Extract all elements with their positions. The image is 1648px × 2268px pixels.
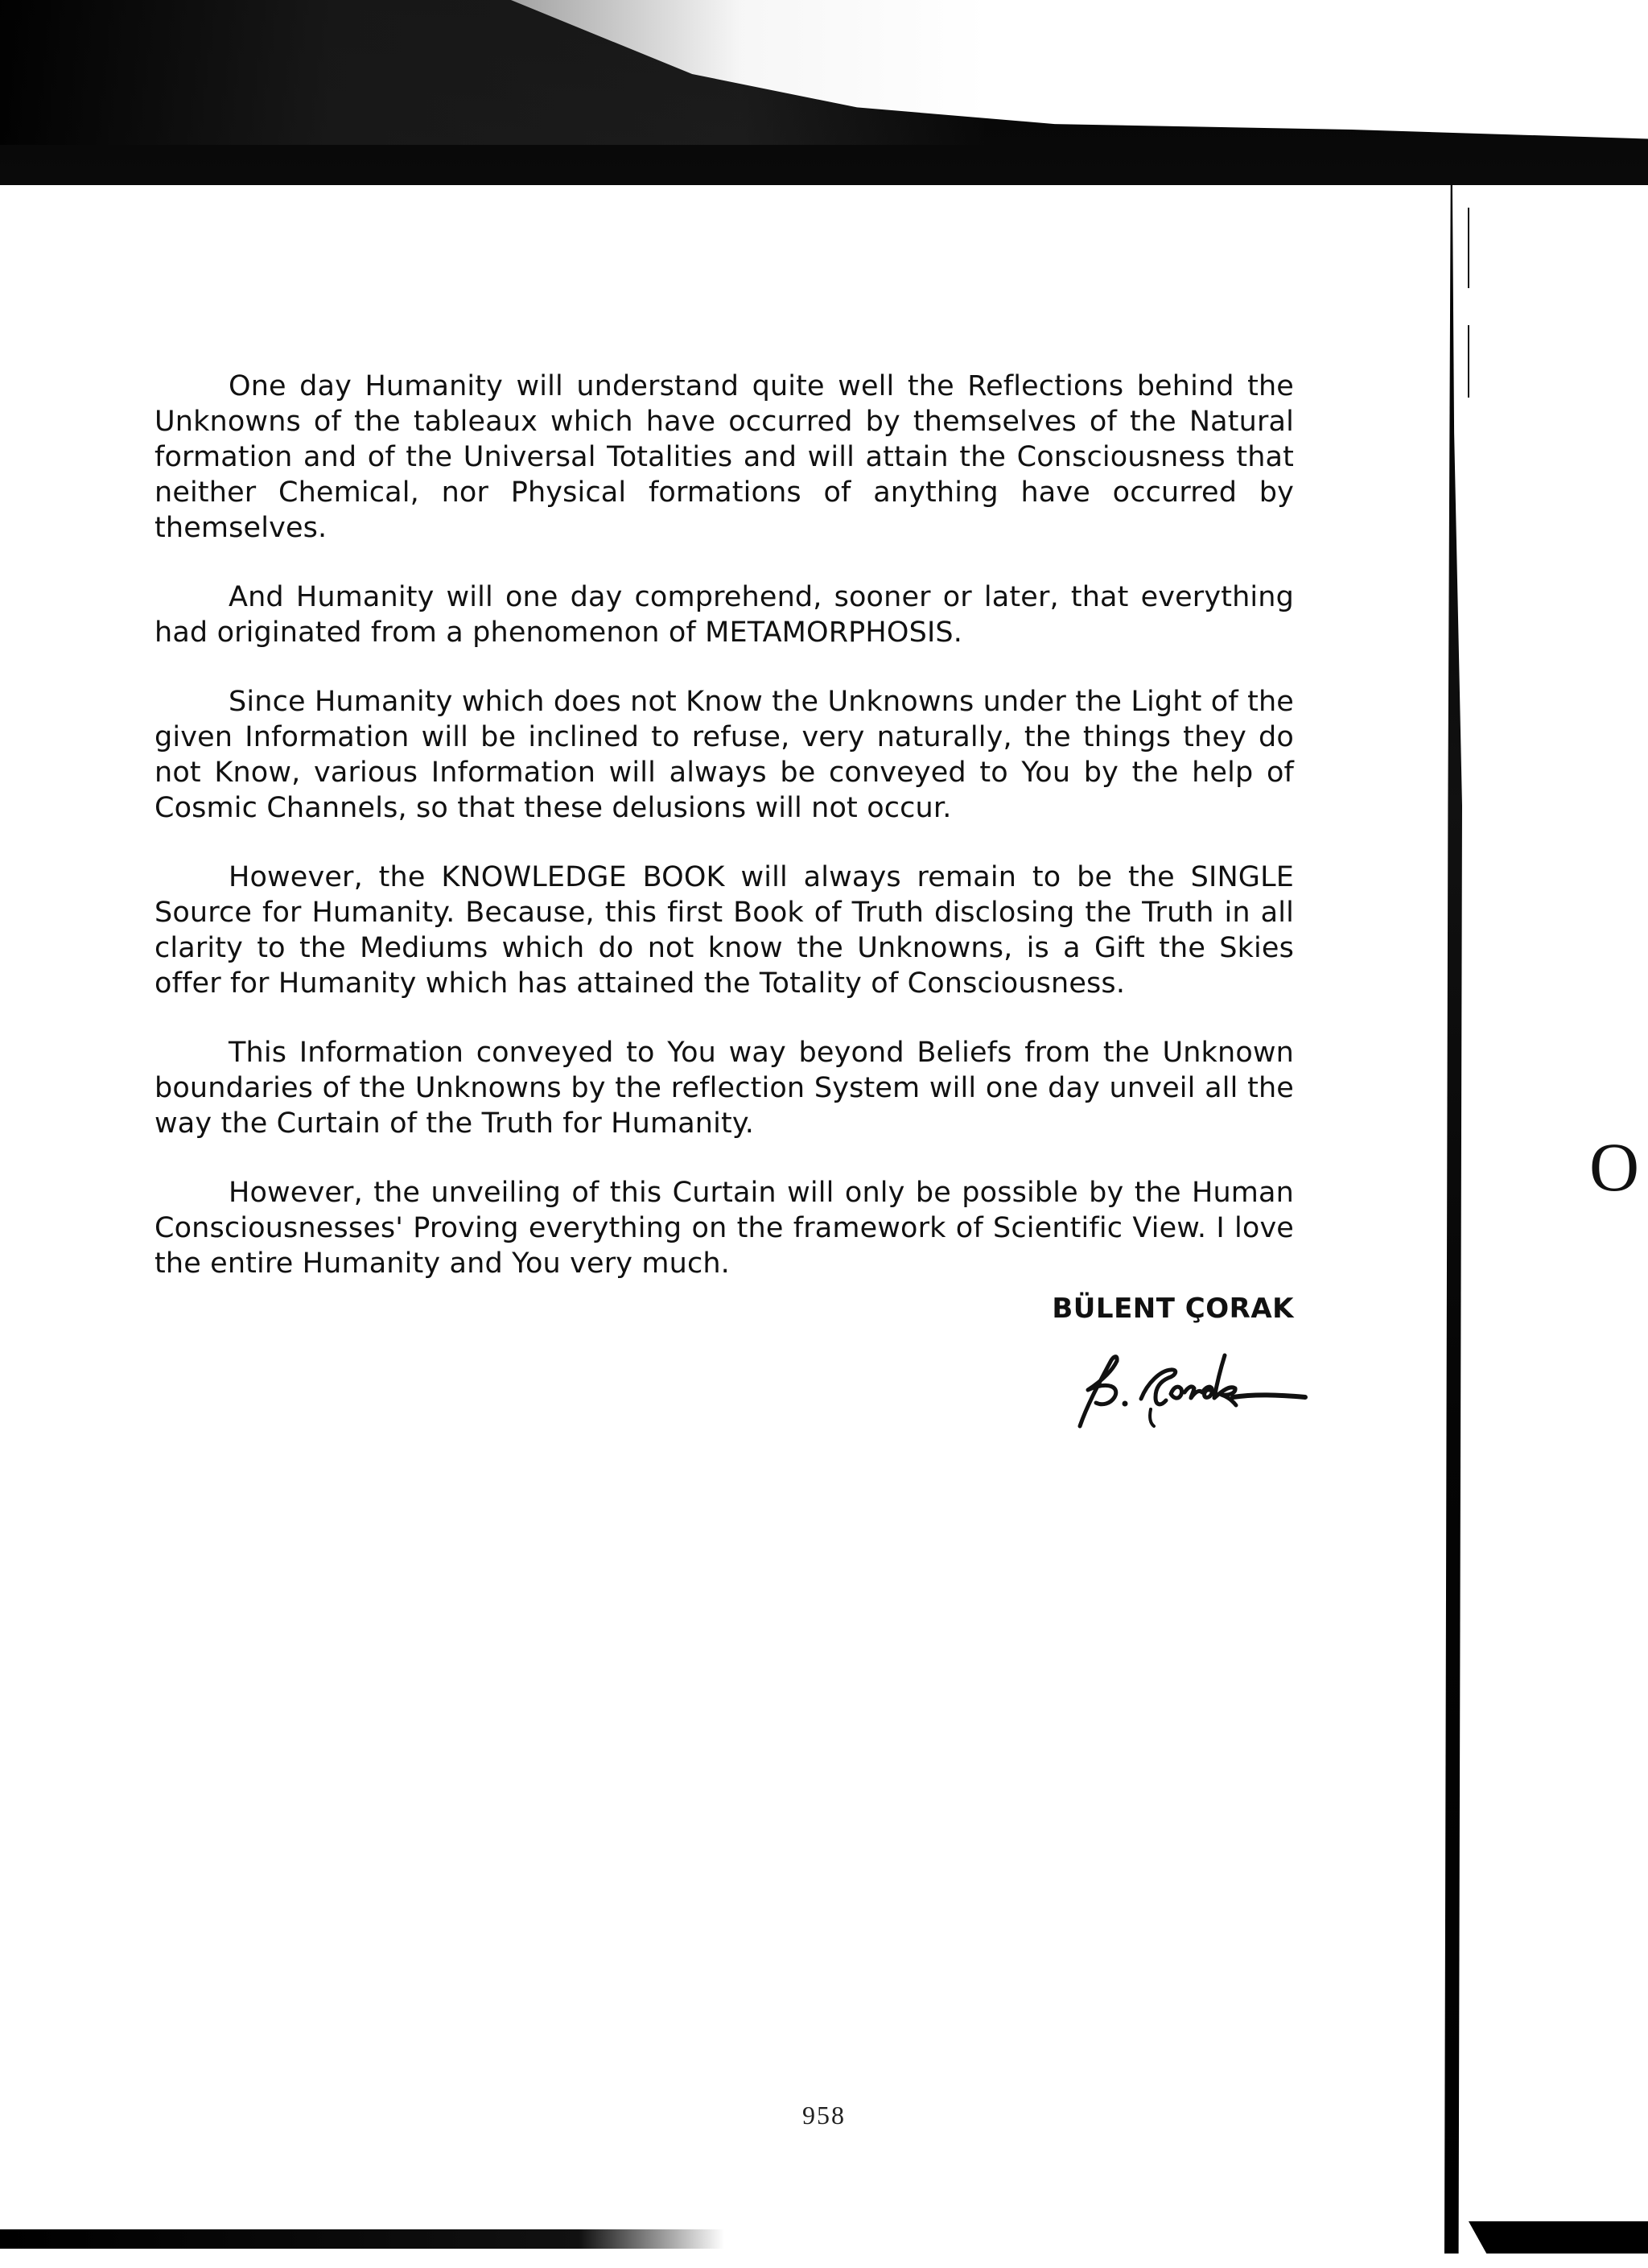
adjacent-page-letter: O bbox=[1589, 1128, 1640, 1206]
paragraph-3: Since Humanity which does not Know the Unknowns under the Light of the given Information will be inclined to refuse, very naturally, the things they do not Know, various Information will always be conveyed to You by the help of Cosmic Channels, so that these delusions will not occur. bbox=[154, 686, 1294, 824]
scan-bottom-stripe bbox=[0, 2229, 724, 2249]
paragraph-2: And Humanity will one day comprehend, sooner or later, that everything had originated from a phenomenon of METAMORPHOSIS. bbox=[154, 581, 1294, 649]
paragraph-4: However, the KNOWLEDGE BOOK will always remain to be the SINGLE Source for Humanity. Because, this first Book of Truth disclosing the Truth in all clarity to the Mediums which do not know the Unknowns, is a Gift the Skies offer for Humanity which has attained the Totality of Consciousness. bbox=[154, 861, 1294, 1000]
paragraph-1: One day Humanity will understand quite well the Reflections behind the Unknowns of the tableaux which have occurred by themselves of the Natural formation and of the Universal Totalities and will attain the Consciousness that neither Chemical, nor Physical formations of anything have occurred by themselves. bbox=[154, 370, 1294, 544]
document-page bbox=[154, 369, 1294, 1315]
paragraph-5: This Information conveyed to You way beyond Beliefs from the Unknown boundaries of the Unknowns by the reflection System will one day unveil all the way the Curtain of the Truth for Humanity. bbox=[154, 1037, 1294, 1140]
signature bbox=[1049, 1336, 1315, 1433]
scan-right-mark bbox=[1468, 208, 1469, 288]
scan-bottom-right-stripe bbox=[1469, 2221, 1648, 2254]
scan-right-mark bbox=[1468, 325, 1469, 398]
scan-right-spine bbox=[1444, 185, 1462, 2254]
author-name: BÜLENT ÇORAK bbox=[1052, 1293, 1294, 1325]
page-number: 958 bbox=[802, 2101, 846, 2130]
paragraph-6: However, the unveiling of this Curtain will only be possible by the Human Consciousnesses' Proving everything on the framework of Scientific View. I love the entire Humanity and You very much. bbox=[154, 1177, 1294, 1280]
scan-top-gradient bbox=[0, 0, 1648, 145]
